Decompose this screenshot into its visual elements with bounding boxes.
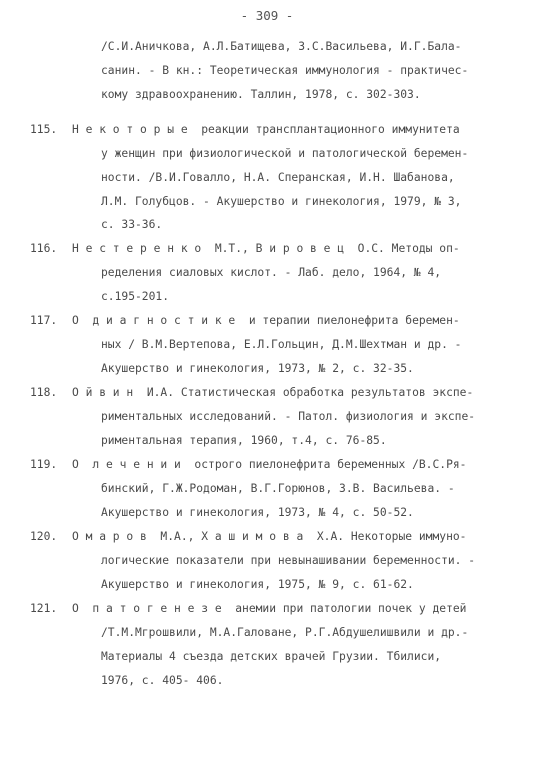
entry-number: 121. [30, 602, 58, 615]
entry-line: у женщин при физиологической и патологической беремен- [101, 147, 469, 160]
entry-line: О д и а г н о с т и к е и терапии пиелонефрита беремен- [72, 314, 460, 327]
entry-line: О й в и н И.А. Статистическая обработка результатов экспе- [72, 386, 474, 399]
entry-line: с. 33-36. [101, 218, 163, 231]
entry-line: ности. /В.И.Говалло, Н.А. Сперанская, И.Н. Шабанова, [101, 171, 455, 184]
entry-line: ных / В.М.Вертепова, Е.Л.Гольцин, Д.М.Шехтман и др. - [101, 338, 462, 351]
entry-line: Л.М. Голубцов. - Акушерство и гинекология, 1979, № 3, [101, 195, 462, 208]
continuation-line: санин. - В кн.: Теоретическая иммунология - практичес- [101, 64, 469, 77]
entry-line: О п а т о г е н е з е анемии при патологии почек у детей [72, 602, 467, 615]
page-number: - 309 - [240, 8, 294, 23]
entry-number: 117. [30, 314, 58, 327]
entry-number: 118. [30, 386, 58, 399]
entry-line: 1976, с. 405- 406. [101, 674, 224, 687]
entry-line: Н е с т е р е н к о М.Т., В и р о в е ц О.С. Методы оп- [72, 242, 460, 255]
entry-number: 119. [30, 458, 58, 471]
entry-line: риментальных исследований. - Патол. физиология и экспе- [101, 410, 476, 423]
entry-line: О л е ч е н и и острого пиелонефрита беременных /В.С.Ря- [72, 458, 467, 471]
entry-number: 115. [30, 123, 58, 136]
entry-line: логические показатели при невынашивании беременности. - [101, 554, 476, 567]
entry-line: Н е к о т о р ы е реакции трансплантационного иммунитета [72, 123, 460, 136]
entry-line: /Т.М.Мгрошвили, М.А.Галоване, Р.Г.Абдушелишвили и др.- [101, 626, 469, 639]
entry-number: 120. [30, 530, 58, 543]
entry-line: ределения сиаловых кислот. - Лаб. дело, 1964, № 4, [101, 266, 442, 279]
entry-line: О м а р о в М.А., Х а ш и м о в а Х.А. Некоторые иммуно- [72, 530, 467, 543]
entry-line: бинский, Г.Ж.Родоман, В.Г.Горюнов, З.В. Васильева. - [101, 482, 455, 495]
entry-line: с.195-201. [101, 290, 170, 303]
entry-number: 116. [30, 242, 58, 255]
continuation-line: кому здравоохранению. Таллин, 1978, с. 302-303. [101, 88, 421, 101]
entry-line: Материалы 4 съезда детских врачей Грузии. Тбилиси, [101, 650, 442, 663]
entry-line: Акушерство и гинекология, 1973, № 4, с. 50-52. [101, 506, 414, 519]
entry-line: риментальная терапия, 1960, т.4, с. 76-85. [101, 434, 387, 447]
continuation-line: /С.И.Аничкова, А.Л.Батищева, З.С.Васильева, И.Г.Бала- [101, 40, 462, 53]
entry-line: Акушерство и гинекология, 1973, № 2, с. 32-35. [101, 362, 414, 375]
entry-line: Акушерство и гинекология, 1975, № 9, с. 61-62. [101, 578, 414, 591]
